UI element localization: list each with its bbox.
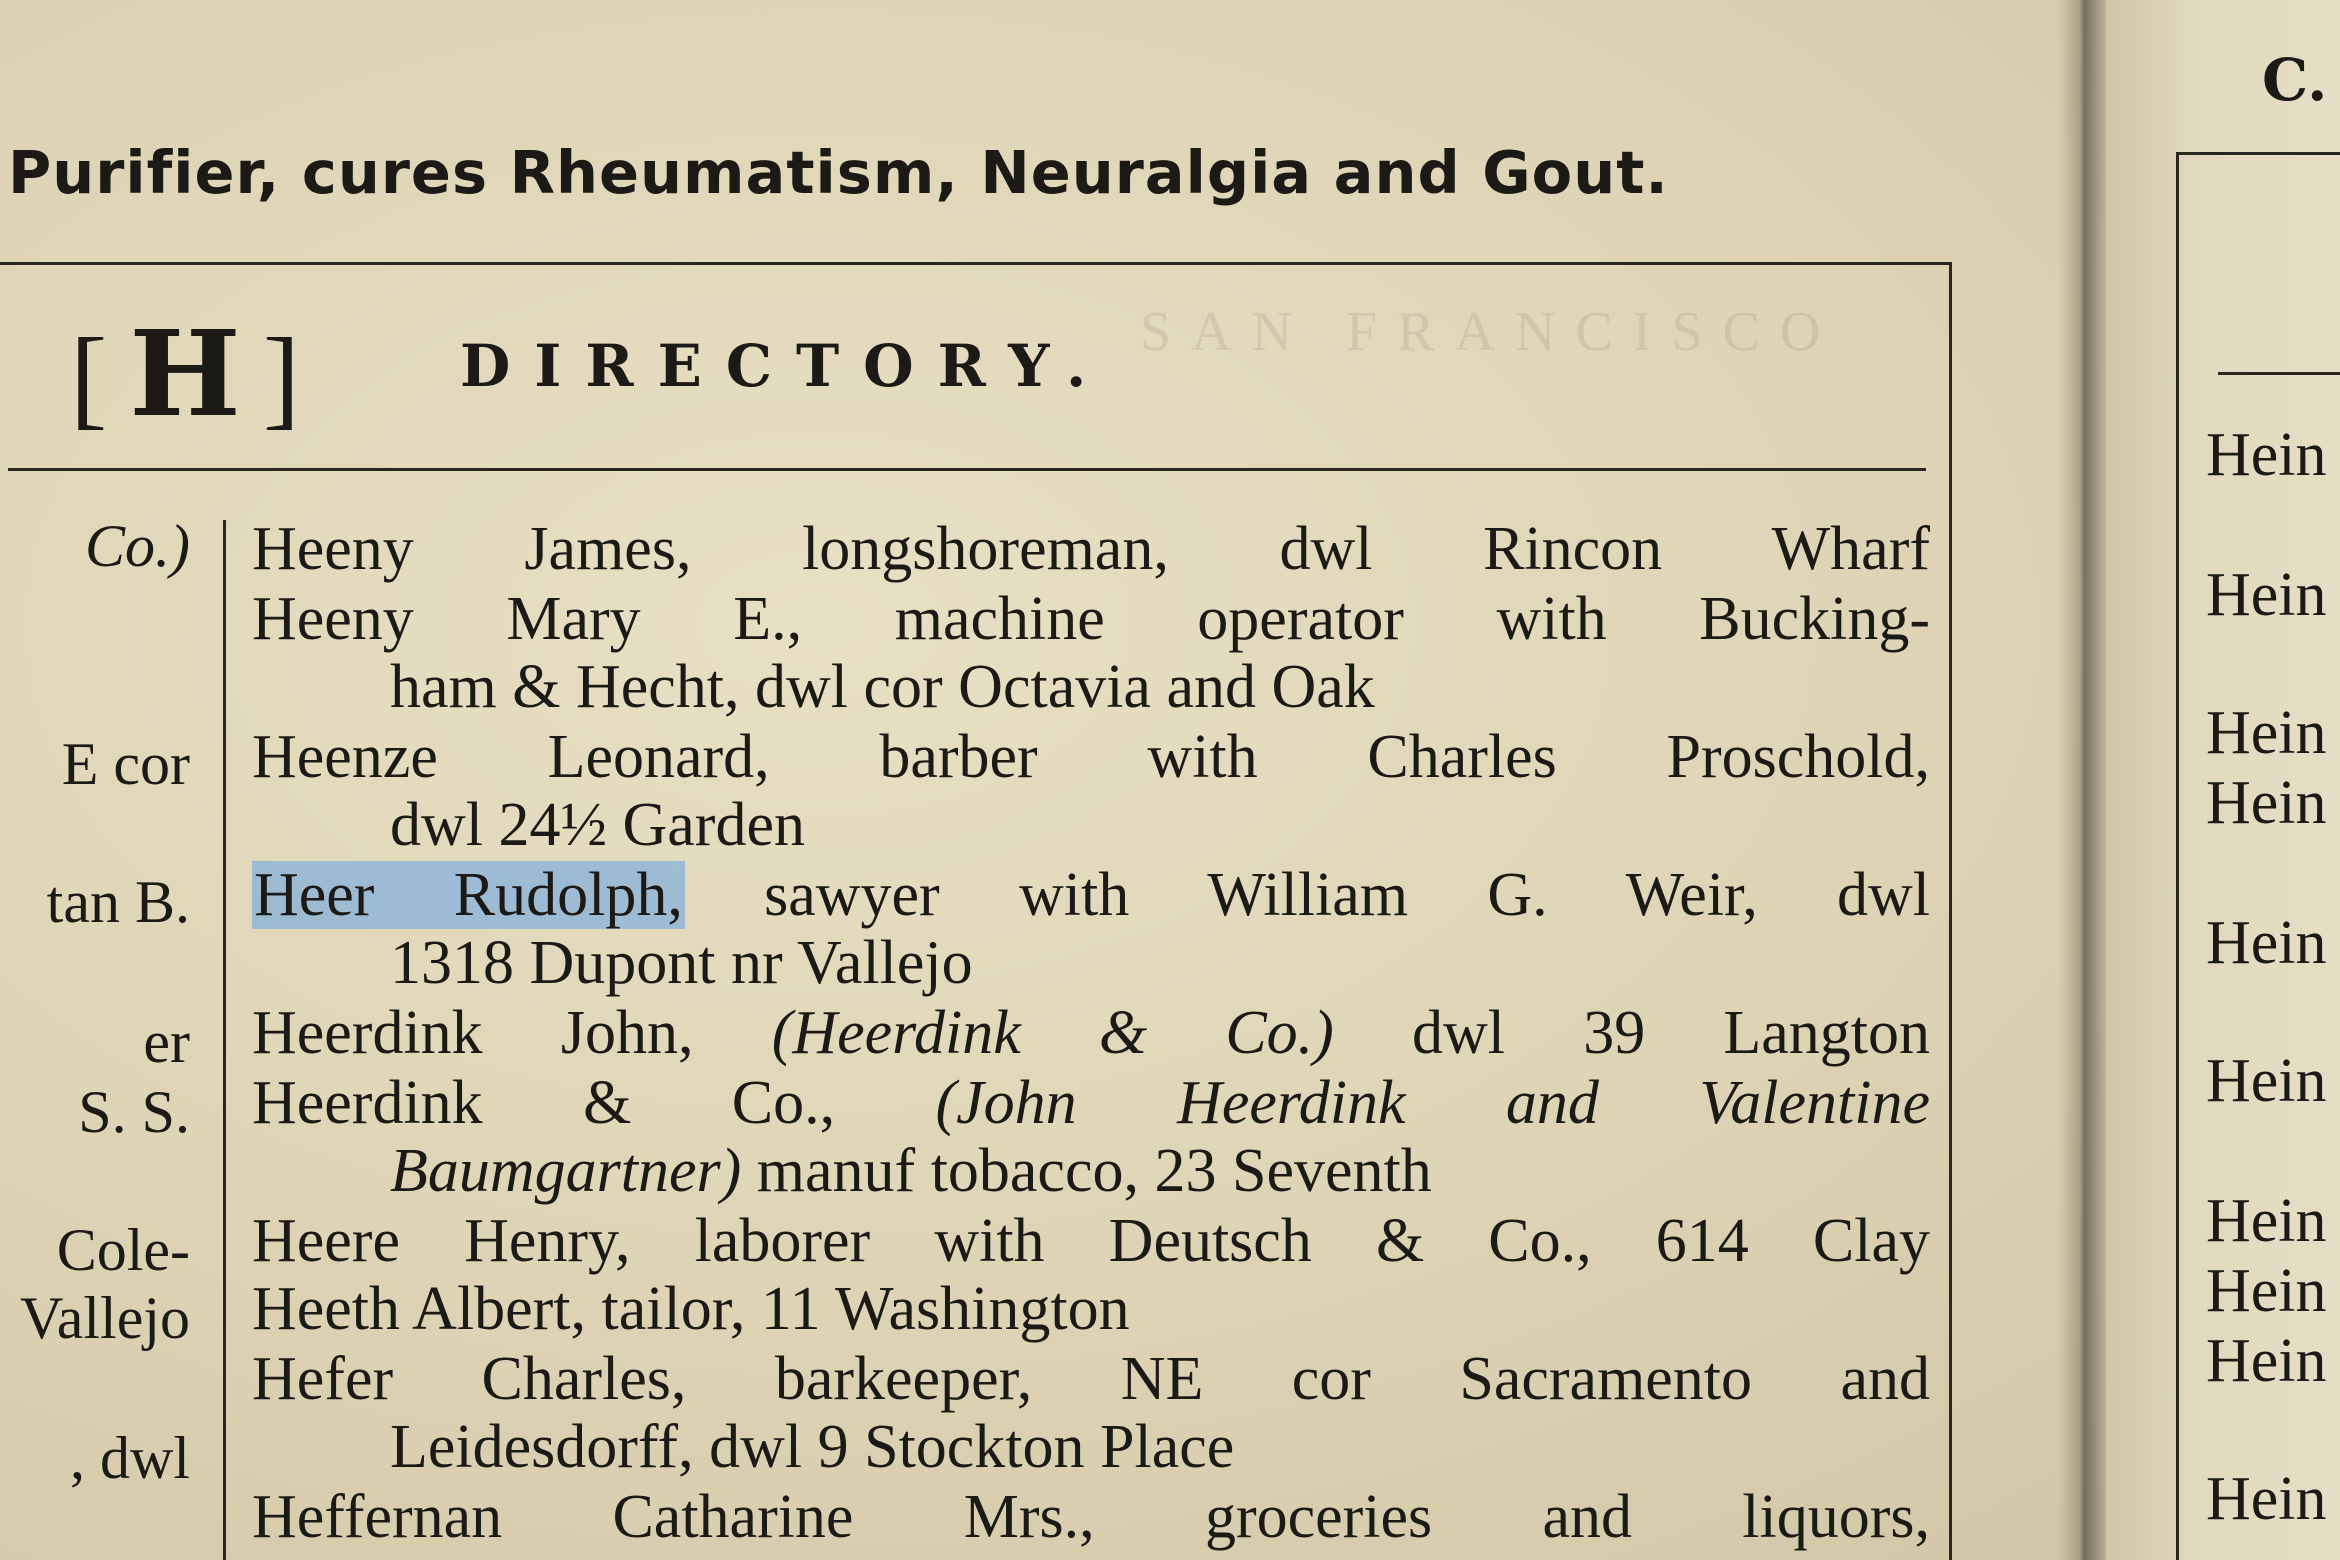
section-title: DIRECTORY. <box>460 332 1111 400</box>
entry-heenze-leonard-cont: dwl 24½ Garden <box>390 791 805 859</box>
left-fragment: Co.) <box>85 513 190 579</box>
entry-text: manuf tobacco, 23 Seventh <box>741 1137 1432 1205</box>
left-fragment: E cor <box>61 731 190 797</box>
entry-heer-rudolph <box>252 860 1930 930</box>
entry-heerdink-john <box>252 998 1930 1068</box>
facing-page-fragment: Hein <box>2206 1187 2327 1255</box>
facing-page-fragment: Hein <box>2206 769 2327 837</box>
book-gutter <box>2058 0 2106 1560</box>
left-fragment: tan B. <box>46 869 190 935</box>
entry-italic-text: (John Heerdink and Valentine <box>935 1069 1931 1137</box>
facing-page-fragment: Hein <box>2206 561 2327 629</box>
facing-page-fragment: Hein <box>2206 421 2327 489</box>
entry-heerdink-co-cont <box>390 1136 1930 1206</box>
entry-text: dwl 39 Langton <box>1412 999 1931 1067</box>
entry-heer-rudolph-cont: 1318 Dupont nr Vallejo <box>390 929 973 997</box>
entry-heeny-mary-cont: ham & Hecht, dwl cor Octavia and Oak <box>390 653 1375 721</box>
left-fragment: er <box>143 1009 190 1075</box>
entry-heeny-james: Heeny James, longshoreman, dwl Rincon Wharf <box>252 515 1930 583</box>
selected-text-highlight[interactable]: Heer Rudolph, <box>254 861 683 929</box>
bracket-close: ] <box>262 316 301 440</box>
entry-heenze-leonard: Heenze Leonard, barber with Charles Proschold, <box>252 723 1930 791</box>
facing-page-fragment: Hein <box>2206 1257 2327 1325</box>
section-letter: H <box>129 304 241 443</box>
left-fragment: Cole- <box>56 1217 190 1283</box>
entry-heeny-mary: Heeny Mary E., machine operator with Bucking- <box>252 585 1930 653</box>
column-rule <box>223 520 226 1560</box>
facing-page-fragment: Hein <box>2206 699 2327 767</box>
facing-page-fragment: Hein <box>2206 1327 2327 1395</box>
facing-page-fragment: Hein <box>2206 1465 2327 1533</box>
entry-text: sawyer with William G. Weir, dwl <box>684 861 1930 929</box>
facing-page-letter: C. <box>2262 46 2328 114</box>
show-through-text: SAN FRANCISCO <box>1140 301 1841 363</box>
left-fragment: , dwl <box>70 1425 190 1491</box>
bracket-open: [ <box>70 316 108 440</box>
entry-italic-text: (Heerdink & Co.) <box>771 999 1334 1067</box>
entry-heeth-albert: Heeth Albert, tailor, 11 Washington <box>252 1275 1130 1343</box>
entry-text: Heerdink & Co., <box>252 1069 836 1137</box>
facing-page-fragment: Hein <box>2206 1047 2327 1115</box>
left-fragment: Vallejo <box>20 1285 190 1351</box>
entry-hefer-charles: Hefer Charles, barkeeper, NE cor Sacramento and <box>252 1345 1930 1413</box>
section-letter-marker <box>70 304 301 443</box>
entry-hefer-charles-cont: Leidesdorff, dwl 9 Stockton Place <box>390 1413 1235 1481</box>
entry-text: Heerdink John, <box>252 999 694 1067</box>
entry-heere-henry: Heere Henry, laborer with Deutsch & Co., 614 Clay <box>252 1207 1930 1275</box>
entry-heffernan-catharine: Heffernan Catharine Mrs., groceries and liquors, <box>252 1483 1930 1551</box>
left-fragment: S. S. <box>78 1079 190 1145</box>
facing-page-rule <box>2218 372 2340 375</box>
title-rule <box>8 468 1926 471</box>
entry-italic-text: Baumgartner) <box>390 1137 742 1205</box>
entry-heerdink-co <box>252 1068 1930 1138</box>
facing-page-fragment: Hein <box>2206 909 2327 977</box>
advert-header: Purifier, cures Rheumatism, Neuralgia and Gout. <box>8 138 1669 207</box>
